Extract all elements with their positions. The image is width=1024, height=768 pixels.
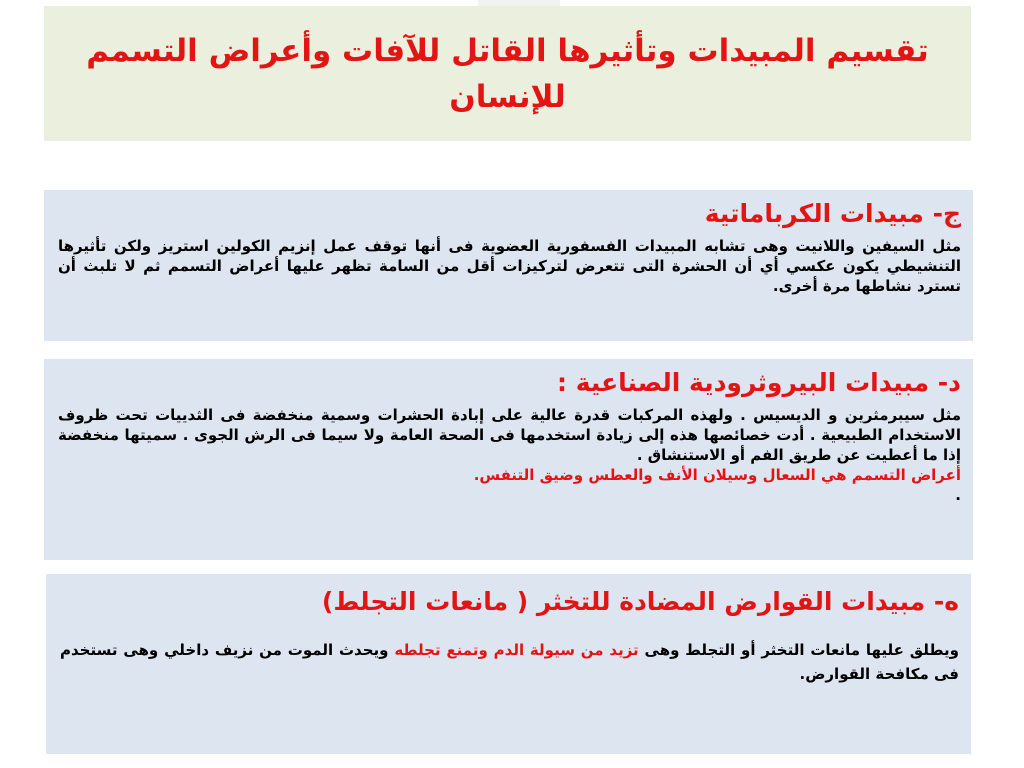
section-heading-anticoagulants: ه- مبيدات القوارض المضادة للتخثر ( مانعات التجلط) [321, 587, 959, 616]
section-body-pyrethroids: مثل سيبرمثرين و الديسيس . ولهذه المركبات قدرة عالية على إبادة الحشرات وسمية منخفضة فى الثدييات تحت ظروف الاستخدام الطبيعية . أدت خصائصها هذه إلى زيادة استخدمها فى الصحة العامة ولا سيما فى الرش الجوى . سميتها منخفضة إذا ما أعطيت عن طريق الفم أو الاستنشاق . [58, 406, 961, 464]
title-banner [44, 6, 971, 141]
body-text-highlight: تزيد من سيولة الدم وتمنع تجلطه [394, 641, 639, 659]
slide-title: تقسيم المبيدات وتأثيرها القاتل للآفات وأعراض التسمم للإنسان [86, 32, 929, 115]
section-body-carbamates: مثل السيفين واللانيت وهى تشابه المبيدات الفسفورية العضوية فى أنها توقف عمل إنزيم الكولين استريز ولكن تأثيرها التنشيطي يكون عكسي أي أن الحشرة التى تتعرض لتركيزات أقل من السامة تظهر عليها أعراض التسمم ثم لا تلبث أن تسترد نشاطها مرة أخرى. [58, 237, 961, 295]
section-body-anticoagulants [60, 638, 959, 686]
body-text-part1: ويطلق عليها مانعات التخثر أو التجلط وهى [638, 641, 959, 659]
body-text-part2: ويحدث الموت من نزيف داخلي وهى تستخدم فى مكافحة القوارض. [60, 641, 959, 683]
trailing-period: . [955, 486, 961, 504]
section-pyrethroids [44, 359, 973, 560]
section-heading-carbamates: ج- مبيدات الكرباماتية [704, 199, 961, 228]
section-anticoagulants [46, 574, 971, 754]
section-heading-pyrethroids: د- مبيدات البيروثرودية الصناعية : [557, 368, 961, 397]
section-carbamates [44, 190, 973, 341]
poisoning-symptoms-text: أعراض التسمم هي السعال وسيلان الأنف والعطس وضيق التنفس. [473, 466, 961, 484]
